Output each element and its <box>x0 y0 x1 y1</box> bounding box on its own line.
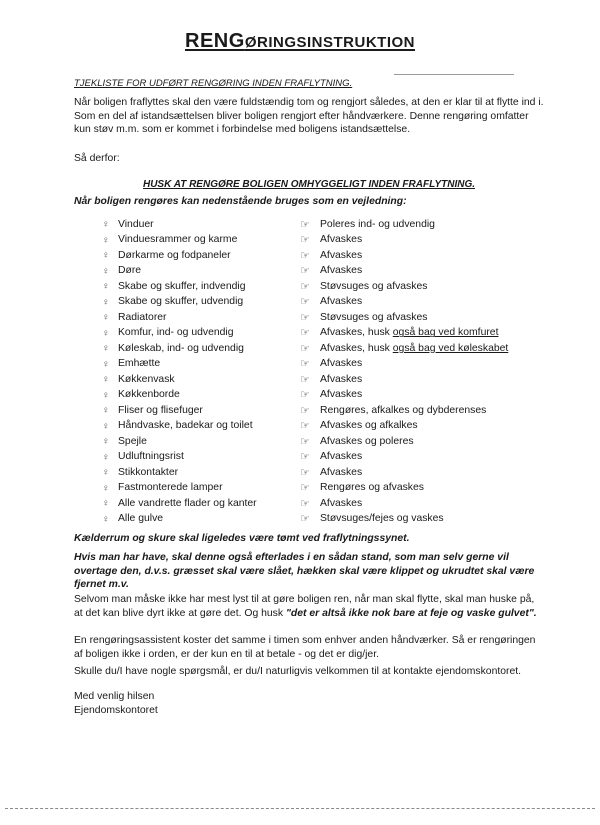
checklist-action <box>320 404 486 418</box>
checklist-action-text: Afvaskes, husk <box>320 342 393 354</box>
pointing-hand-icon: ☞ <box>300 265 310 278</box>
checklist-item: Fliser og flisefuger <box>118 404 203 416</box>
checklist-action <box>320 311 427 325</box>
checklist-action-text: Afvaskes <box>320 358 363 370</box>
hand-bell-icon: ♀ <box>102 265 110 277</box>
checklist-action <box>320 419 418 433</box>
checklist-item: Køkkenvask <box>118 373 175 385</box>
hand-bell-icon: ♀ <box>102 436 110 448</box>
hand-bell-icon: ♀ <box>102 374 110 386</box>
checklist-item: Emhætte <box>118 358 161 370</box>
checklist-action-text: Afvaskes <box>320 296 363 308</box>
lead-text: Når boligen rengøres kan nedenstående bruges som en vejledning: <box>74 196 407 207</box>
checklist-action-text: Støvsuges og afvaskes <box>320 311 428 323</box>
checklist-action-text: Støvsuges og afvaskes <box>320 280 428 292</box>
pointing-hand-icon: ☞ <box>300 404 310 417</box>
intro-text <box>74 96 544 137</box>
checklist-item: Dørkarme og fodpaneler <box>118 249 231 261</box>
intro-paragraph: Som en del af istandsættelsen bliver boligen rengjort efter håndværkere. Denne rengøring omfatter kun støv m.m. som er kommet i forbindelse med boligens istandsættelse. <box>74 110 529 136</box>
closing: Med venlig hilsen <box>74 691 155 702</box>
intro-paragraph: Når boligen fraflyttes skal den være fuldstændig tom og rengjort således, at den er klar til at flytte ind i. <box>74 97 544 108</box>
hand-bell-icon: ♀ <box>102 327 110 339</box>
checklist-row <box>102 481 542 497</box>
checklist-action-text: Afvaskes <box>320 497 363 509</box>
checklist-row <box>102 357 542 373</box>
checklist-action-text: Støvsuges/fejes og vaskes <box>320 513 444 525</box>
checklist-row <box>102 217 542 233</box>
checklist-action-text: Afvaskes <box>320 466 363 478</box>
scan-edge-line <box>5 808 595 810</box>
checklist-row <box>102 403 542 419</box>
checklist-action-text: Afvaskes <box>320 451 363 463</box>
pointing-hand-icon: ☞ <box>300 249 310 262</box>
checklist-action <box>320 280 427 294</box>
pointing-hand-icon: ☞ <box>300 296 310 309</box>
cleaning-checklist <box>102 217 542 527</box>
checklist-item: Fastmonterede lamper <box>118 482 223 494</box>
hand-bell-icon: ♀ <box>102 420 110 432</box>
checklist-item: Døre <box>118 265 142 277</box>
para-selvom <box>74 593 544 620</box>
para-kaelder: Kælderrum og skure skal ligeledes være tømt ved fraflytningssynet. <box>74 533 410 544</box>
checklist-action <box>320 218 435 232</box>
checklist-action <box>320 357 362 371</box>
checklist-action-text: Rengøres, afkalkes og dybderenses <box>320 404 487 416</box>
hand-bell-icon: ♀ <box>102 343 110 355</box>
checklist-item: Køkkenborde <box>118 389 180 401</box>
checklist-row <box>102 264 542 280</box>
saa-derfor: Så derfor: <box>74 153 120 164</box>
pointing-hand-icon: ☞ <box>300 311 310 324</box>
checklist-row <box>102 372 542 388</box>
checklist-row <box>102 465 542 481</box>
checklist-action-underlined: også bag ved komfuret <box>392 327 499 339</box>
checklist-item: Vinduer <box>118 218 154 230</box>
checklist-action <box>320 512 444 526</box>
hand-bell-icon: ♀ <box>102 296 110 308</box>
checklist-action <box>320 481 424 495</box>
checklist-row <box>102 434 542 450</box>
checklist-item: Alle gulve <box>118 513 164 525</box>
para-selvom-emphasis: "det er altså ikke nok bare at feje og vaske gulvet". <box>285 607 537 619</box>
checklist-item: Køleskab, ind- og udvendig <box>118 342 244 354</box>
checklist-row <box>102 496 542 512</box>
checklist-row <box>102 341 542 357</box>
checklist-action <box>320 342 508 356</box>
section-heading: HUSK AT RENGØRE BOLIGEN OMHYGGELIGT INDEN FRAFLYTNING. <box>142 179 476 190</box>
checklist-action-text: Afvaskes og poleres <box>320 435 414 447</box>
para-have: Hvis man har have, skal denne også efterlades i en sådan stand, som man selv gerne vil overtage den, d.v.s. græsset skal være slået, hækken skal være klippet og ukrudtet skal være fjernet m.v. <box>74 552 535 591</box>
pointing-hand-icon: ☞ <box>300 420 310 433</box>
checklist-action-text: Afvaskes, husk <box>320 327 393 339</box>
hand-bell-icon: ♀ <box>102 250 110 262</box>
hand-bell-icon: ♀ <box>102 219 110 231</box>
checklist-row <box>102 512 542 528</box>
checklist-row <box>102 326 542 342</box>
page-title <box>0 28 600 54</box>
pointing-hand-icon: ☞ <box>300 435 310 448</box>
checklist-item: Alle vandrette flader og kanter <box>118 497 257 509</box>
checklist-action-text: Afvaskes <box>320 234 363 246</box>
checklist-row <box>102 233 542 249</box>
checklist-action-underlined: også bag ved køleskabet <box>392 342 509 354</box>
checklist-action <box>320 233 362 247</box>
checklist-action <box>320 264 362 278</box>
pointing-hand-icon: ☞ <box>300 358 310 371</box>
checklist-action-text: Poleres ind- og udvendig <box>320 218 435 230</box>
signature: Ejendomskontoret <box>74 704 158 716</box>
checklist-item: Skabe og skuffer, indvendig <box>118 280 246 292</box>
pointing-hand-icon: ☞ <box>300 466 310 479</box>
hand-bell-icon: ♀ <box>102 358 110 370</box>
pointing-hand-icon: ☞ <box>300 482 310 495</box>
subheading: TJEKLISTE FOR UDFØRT RENGØRING INDEN FRAFLYTNING. <box>74 78 353 89</box>
hand-bell-icon: ♀ <box>102 498 110 510</box>
title-first: RENG <box>185 30 245 52</box>
pointing-hand-icon: ☞ <box>300 342 310 355</box>
checklist-action-text: Afvaskes og afkalkes <box>320 420 418 432</box>
checklist-row <box>102 279 542 295</box>
checklist-action <box>320 450 362 464</box>
hand-bell-icon: ♀ <box>102 513 110 525</box>
checklist-action <box>320 466 362 480</box>
para-assistent: En rengøringsassistent koster det samme i timen som enhver anden håndværker. Så er rengøringen af boligen ikke i orden, er der kun en til at betale - og det er dig/jer. <box>74 635 536 660</box>
checklist-item: Stikkontakter <box>118 466 179 478</box>
checklist-action-text: Rengøres og afvaskes <box>320 482 424 494</box>
checklist-item: Vinduesrammer og karme <box>118 234 238 246</box>
hand-bell-icon: ♀ <box>102 482 110 494</box>
checklist-action <box>320 388 362 402</box>
checklist-item: Komfur, ind- og udvendig <box>118 327 234 339</box>
para-spoergsmaal: Skulle du/I have nogle spørgsmål, er du/I naturligvis velkommen til at kontakte ejendomskontoret. <box>74 666 522 677</box>
pointing-hand-icon: ☞ <box>300 389 310 402</box>
pointing-hand-icon: ☞ <box>300 373 310 386</box>
checklist-row <box>102 450 542 466</box>
pointing-hand-icon: ☞ <box>300 327 310 340</box>
pointing-hand-icon: ☞ <box>300 451 310 464</box>
signature-block <box>74 690 544 717</box>
checklist-action <box>320 295 362 309</box>
hand-bell-icon: ♀ <box>102 405 110 417</box>
checklist-action <box>320 373 362 387</box>
checklist-action-text: Afvaskes <box>320 249 363 261</box>
checklist-row <box>102 310 542 326</box>
title-rest: ØRINGSINSTRUKTION <box>244 34 415 51</box>
pointing-hand-icon: ☞ <box>300 280 310 293</box>
hand-bell-icon: ♀ <box>102 281 110 293</box>
checklist-action-text: Afvaskes <box>320 265 363 277</box>
checklist-item: Radiatorer <box>118 311 167 323</box>
checklist-item: Skabe og skuffer, udvendig <box>118 296 244 308</box>
checklist-action-text: Afvaskes <box>320 389 363 401</box>
pointing-hand-icon: ☞ <box>300 497 310 510</box>
pointing-hand-icon: ☞ <box>300 218 310 231</box>
hand-bell-icon: ♀ <box>102 234 110 246</box>
hand-bell-icon: ♀ <box>102 389 110 401</box>
checklist-item: Spejle <box>118 435 147 447</box>
checklist-action <box>320 249 362 263</box>
checklist-action-text: Afvaskes <box>320 373 363 385</box>
checklist-action <box>320 326 498 340</box>
checklist-row <box>102 388 542 404</box>
checklist-item: Udluftningsrist <box>118 451 184 463</box>
checklist-action <box>320 435 414 449</box>
checklist-row <box>102 248 542 264</box>
pointing-hand-icon: ☞ <box>300 513 310 526</box>
checklist-action <box>320 497 362 511</box>
para-selvom-text: Selvom man måske ikke har mest lyst til at gøre boligen ren, når man skal flytte, skal man huske på, at det kan blive dyrt ikke at gøre det. Og husk <box>74 594 535 619</box>
hand-bell-icon: ♀ <box>102 451 110 463</box>
hand-bell-icon: ♀ <box>102 467 110 479</box>
checklist-row <box>102 295 542 311</box>
hand-bell-icon: ♀ <box>102 312 110 324</box>
scan-line <box>394 74 514 75</box>
pointing-hand-icon: ☞ <box>300 234 310 247</box>
checklist-item: Håndvaske, badekar og toilet <box>118 420 253 432</box>
checklist-row <box>102 419 542 435</box>
